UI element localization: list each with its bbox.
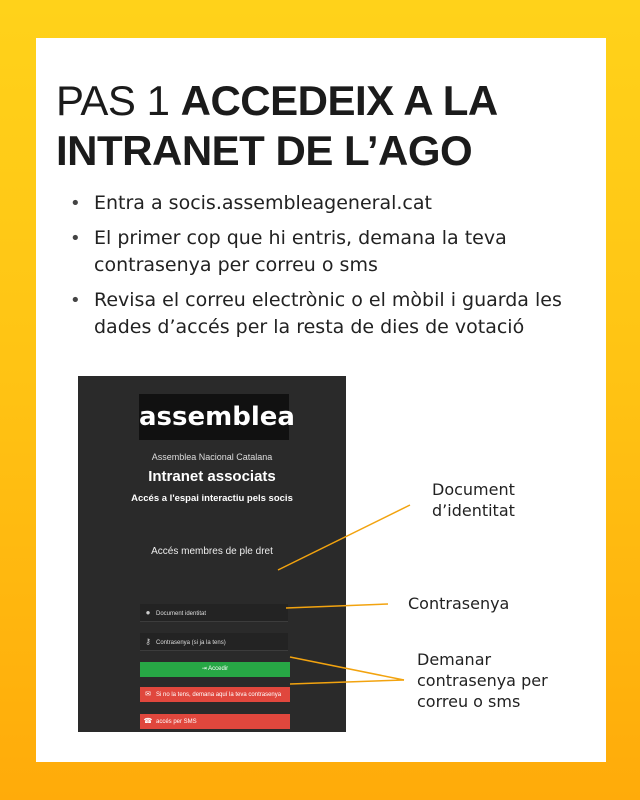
- assemblea-logo: assemblea: [139, 394, 289, 440]
- mail-icon: ✉: [145, 691, 151, 698]
- request-email-label: Si no la tens, demana aquí la teva contrasenya: [156, 692, 282, 698]
- request-email-pointer-line: [290, 657, 404, 680]
- password-annotation: Contrasenya: [408, 594, 510, 613]
- members-title: Accés membres de ple dret: [151, 546, 273, 557]
- phone-icon: ☎: [143, 718, 153, 725]
- login-icon: ⇥: [201, 666, 209, 672]
- content-card: [36, 38, 606, 762]
- password-field-placeholder: Contrasenya (si ja la tens): [156, 640, 226, 646]
- request-sms-pointer-line: [290, 680, 404, 684]
- get-password-text: Aconsegueix la teva contrasenya per correu!: [118, 740, 306, 751]
- request-sms-label: accés per SMS: [156, 719, 197, 725]
- title-text: ACCEDEIX A LA INTRANET DE L’AGO: [56, 77, 497, 174]
- document-pointer-line: [278, 505, 410, 570]
- login-button-label: Accedir: [208, 666, 229, 672]
- password-pointer-line: [286, 604, 388, 608]
- list-item: • Revisa el correu electrònic o el mòbil i guarda les dades d’accés per la resta de dies de votació: [64, 287, 604, 341]
- request-annotation: Demanar contrasenya per correu o sms: [417, 650, 548, 711]
- user-icon: ●: [145, 608, 151, 617]
- app-title: Intranet associats: [148, 468, 276, 485]
- app-subtitle: Accés a l'espai interactiu pels socis: [131, 493, 293, 504]
- list-item: • El primer cop que hi entris, demana la teva contrasenya per correu o sms: [64, 225, 604, 279]
- document-annotation: Document d’identitat: [432, 480, 515, 520]
- document-field-placeholder: Document identitat: [156, 611, 207, 617]
- title-step: PAS 1: [56, 77, 181, 124]
- list-item: • Entra a socis.assembleageneral.cat: [64, 190, 604, 217]
- key-icon: ⚷: [145, 637, 151, 646]
- org-name: Assemblea Nacional Catalana: [151, 452, 273, 462]
